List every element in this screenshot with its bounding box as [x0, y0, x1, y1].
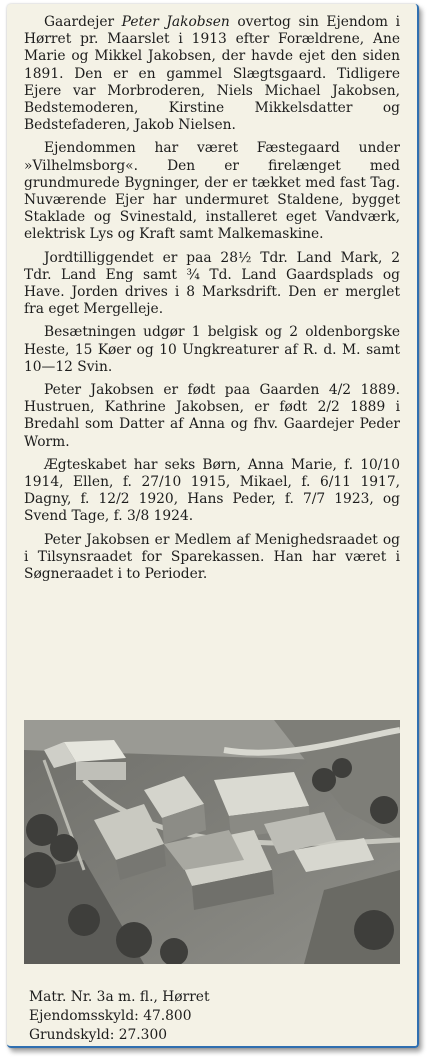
- newspaper-clipping: [7, 4, 419, 1048]
- paragraph-property: Ejendommen har været Fæstegaard under »Vilhelmsborg«. Den er firelænget med grundmurede Bygninger, der er tækket med fast Tag. Nuværende Ejer har undermuret Staldene, bygget Staklade og Svinestald, installeret eget Vandværk, elektrisk Lys og Kraft samt Malkemaskine.: [24, 140, 400, 243]
- paragraph-family: Peter Jakobsen er født paa Gaarden 4/2 1889. Hustruen, Kathrine Jakobsen, er født 2/2 1889 i Bredahl som Datter af Anna og fhv. Gaardejer Peder Worm.: [24, 382, 400, 450]
- owner-history: overtog sin Ejendom i Hørret pr. Maarslet i 1913 efter Forældrene, Ane Marie og Mikkel Jakobsen, der havde ejet den siden 1891. Den er en gammel Slægtsgaard. Tidligere Ejere var Morbroderen, Niels Michael Jakobsen, Bedstemoderen, Kirstine Mikkelsdatter og Bedstefaderen, Jakob Nielsen.: [24, 14, 400, 134]
- paragraph-livestock: Besætningen udgør 1 belgisk og 2 oldenborgske Heste, 15 Køer og 10 Ungkreaturer af R. d. M. samt 10—12 Svin.: [24, 324, 400, 375]
- paragraph-owner: [24, 14, 400, 134]
- owner-name: Peter Jakobsen: [121, 14, 230, 30]
- property-valuation: Ejendomsskyld: 47.800: [29, 1008, 192, 1024]
- owner-intro: Gaardejer: [44, 14, 122, 30]
- farm-photo-illustration: [24, 720, 400, 964]
- land-valuation: Grundskyld: 27.300: [29, 1027, 168, 1043]
- property-caption: [29, 988, 399, 1045]
- cadastral-number: Matr. Nr. 3a m. fl., Hørret: [29, 989, 210, 1005]
- article-text: [24, 14, 400, 589]
- paragraph-land: Jordtilliggendet er paa 28½ Tdr. Land Mark, 2 Tdr. Land Eng samt ¾ Td. Land Gaardsplads og Have. Jorden drives i 8 Marksdrift. Den er merglet fra eget Mergelleje.: [24, 249, 400, 318]
- paragraph-council: Peter Jakobsen er Medlem af Menighedsraadet og i Tilsynsraadet for Sparekassen. Han har været i Søgneraadet i to Perioder.: [24, 531, 400, 583]
- paragraph-children: Ægteskabet har seks Børn, Anna Marie, f. 10/10 1914, Ellen, f. 27/10 1915, Mikael, f. 6/11 1917, Dagny, f. 12/2 1920, Hans Peder, f. 7/7 1923, og Svend Tage, f. 3/8 1924.: [24, 456, 400, 525]
- aerial-farm-photo: [24, 720, 400, 964]
